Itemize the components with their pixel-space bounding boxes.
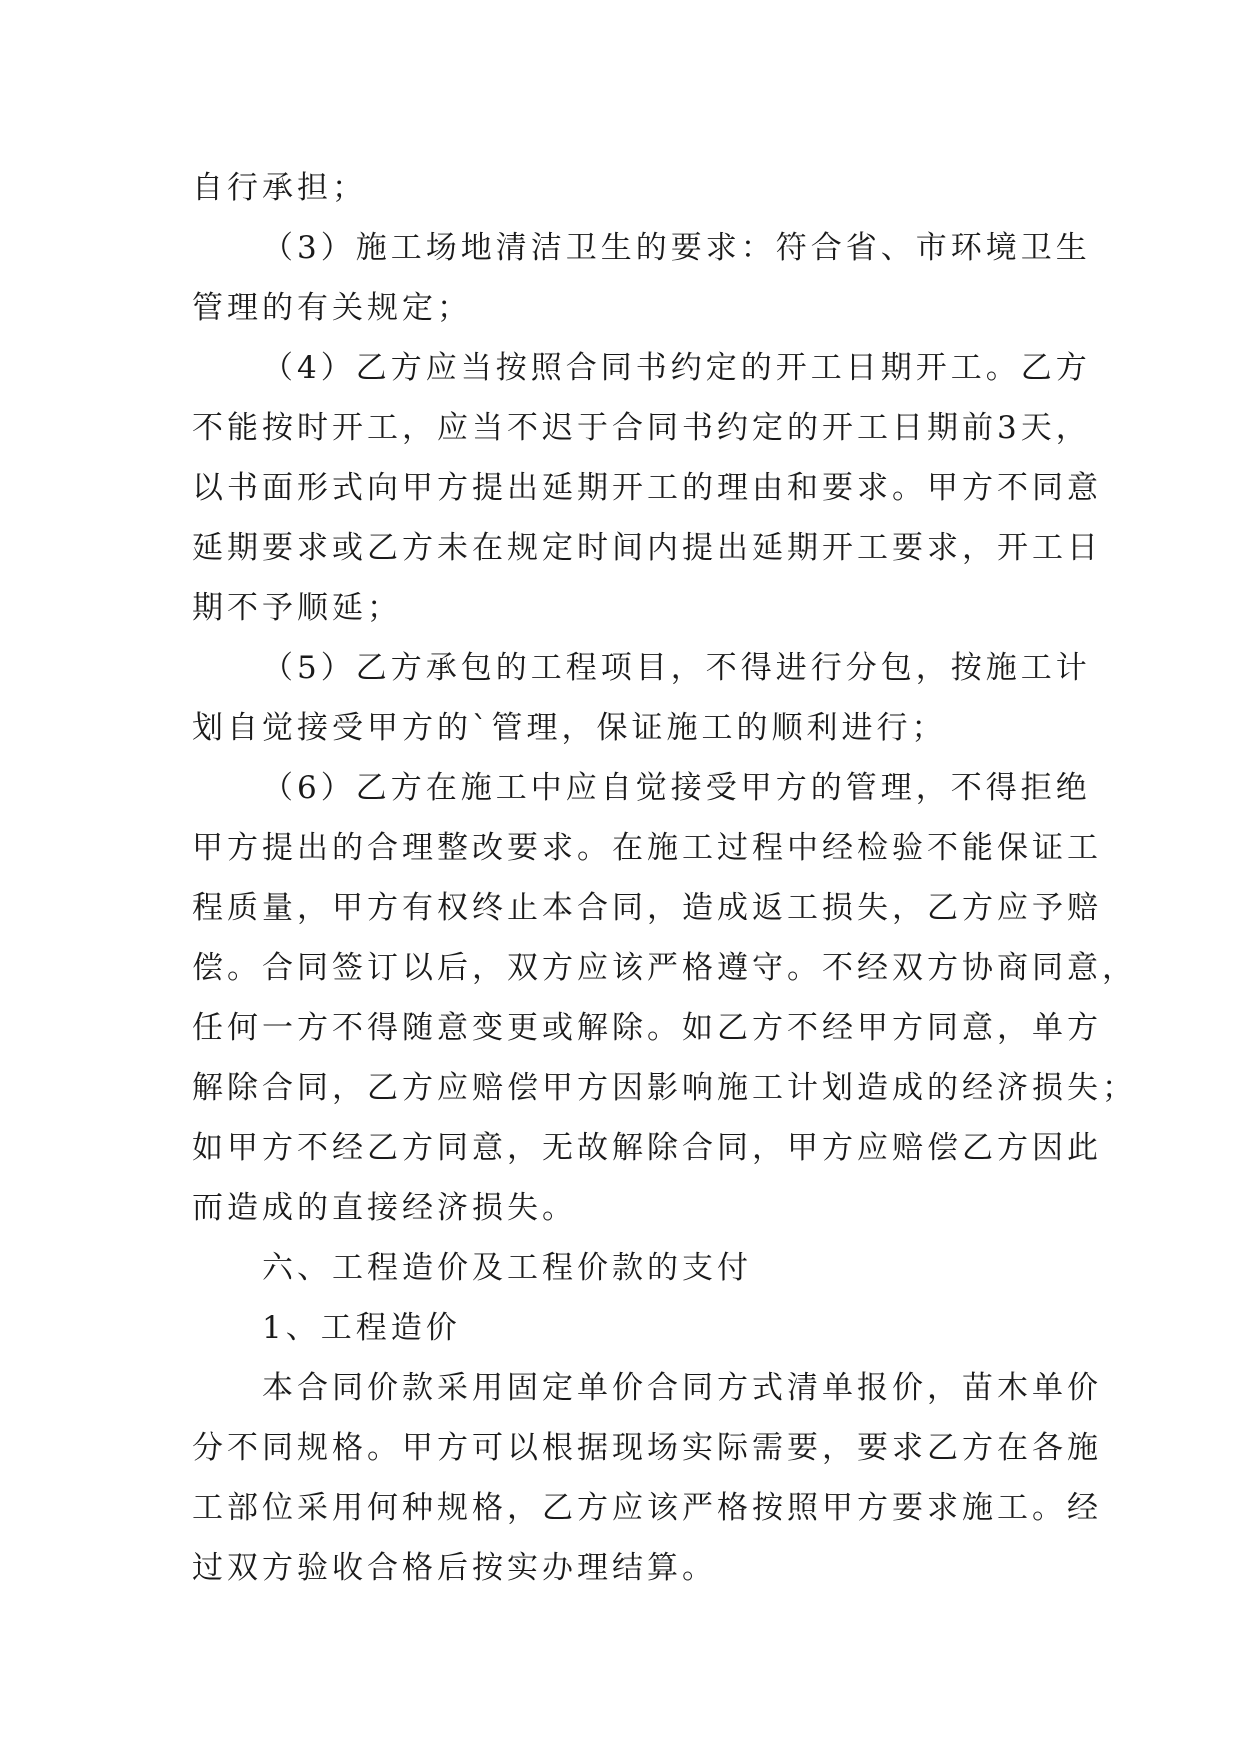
paragraph-clause-3 (192, 218, 1091, 338)
text-line: 管理的有关规定； (192, 290, 472, 326)
text-line: 偿。合同签订以后，双方应该严格遵守。不经双方协商同意， (192, 950, 1137, 986)
text-line: （5）乙方承包的工程项目，不得进行分包，按施工计 (262, 650, 1091, 686)
text-line: 本合同价款采用固定单价合同方式清单报价，苗木单价 (262, 1370, 1102, 1406)
text-line: （6）乙方在施工中应自觉接受甲方的管理，不得拒绝 (262, 770, 1091, 806)
text-line: 而造成的直接经济损失。 (192, 1190, 577, 1226)
paragraph-clause-6 (192, 758, 1137, 1238)
text-line: 工部位采用何种规格，乙方应该严格按照甲方要求施工。经 (192, 1490, 1102, 1526)
text-line: 分不同规格。甲方可以根据现场实际需要，要求乙方在各施 (192, 1430, 1102, 1466)
text-line: 期不予顺延； (192, 590, 402, 626)
text-line: （4）乙方应当按照合同书约定的开工日期开工。乙方 (262, 350, 1091, 386)
subsection-heading-one (192, 1298, 1052, 1358)
section-heading-six (192, 1238, 1052, 1298)
subsection-heading-text: 1、工程造价 (262, 1310, 461, 1346)
paragraph-pricing (192, 1358, 1102, 1598)
text-line: 过双方验收合格后按实办理结算。 (192, 1550, 717, 1586)
paragraph-clause-4 (192, 338, 1102, 638)
text-line: 如甲方不经乙方同意，无故解除合同，甲方应赔偿乙方因此 (192, 1130, 1102, 1166)
text-line: 解除合同，乙方应赔偿甲方因影响施工计划造成的经济损失； (192, 1070, 1137, 1106)
text-line: 自行承担； (192, 170, 367, 206)
text-line: 不能按时开工，应当不迟于合同书约定的开工日期前3天， (192, 410, 1091, 446)
text-line: 延期要求或乙方未在规定时间内提出延期开工要求，开工日 (192, 530, 1102, 566)
text-line: （3）施工场地清洁卫生的要求：符合省、市环境卫生 (262, 230, 1091, 266)
text-line: 以书面形式向甲方提出延期开工的理由和要求。甲方不同意 (192, 470, 1102, 506)
document-body (192, 158, 1137, 1598)
text-line: 划自觉接受甲方的`管理，保证施工的顺利进行； (192, 710, 947, 746)
text-line: 任何一方不得随意变更或解除。如乙方不经甲方同意，单方 (192, 1010, 1102, 1046)
section-heading-text: 六、工程造价及工程价款的支付 (262, 1250, 752, 1286)
text-line: 甲方提出的合理整改要求。在施工过程中经检验不能保证工 (192, 830, 1102, 866)
paragraph-clause-5 (192, 638, 1091, 758)
text-line: 程质量，甲方有权终止本合同，造成返工损失，乙方应予赔 (192, 890, 1102, 926)
paragraph-self-bear (192, 158, 1052, 218)
